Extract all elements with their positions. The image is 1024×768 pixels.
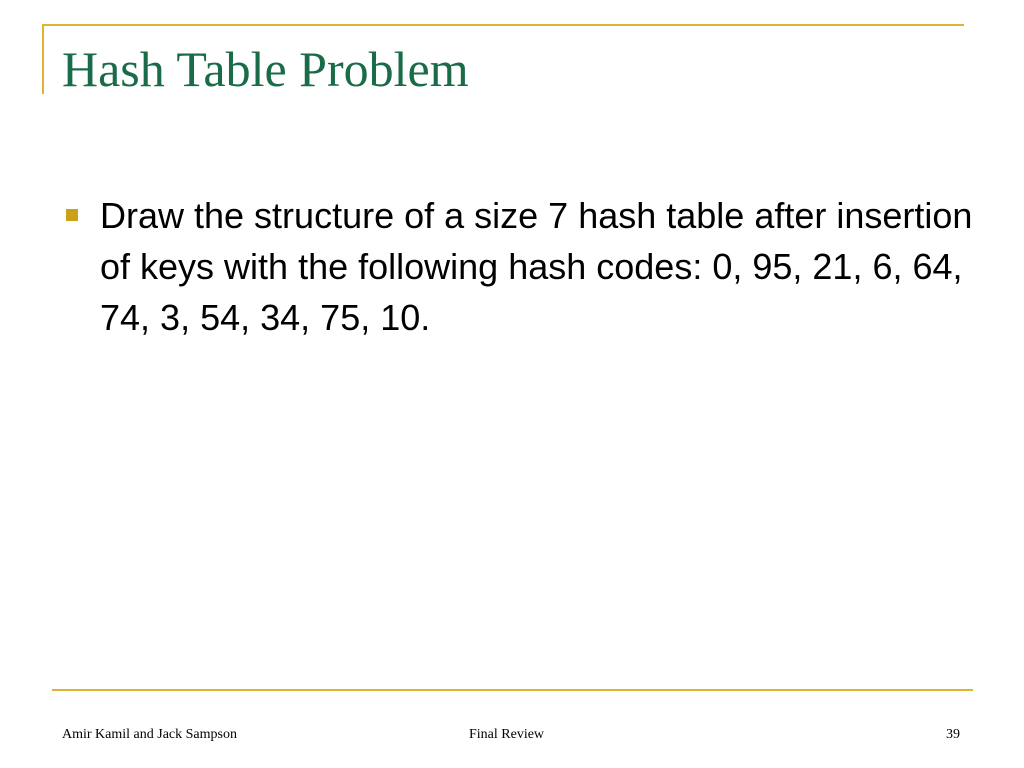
bullet-list <box>64 190 984 343</box>
footer-page-number: 39 <box>946 727 960 742</box>
footer-authors: Amir Kamil and Jack Sampson <box>62 727 237 742</box>
top-border-line <box>42 24 964 26</box>
slide-title: Hash Table Problem <box>62 41 469 97</box>
footer-divider <box>52 689 973 691</box>
square-bullet-icon <box>66 209 78 221</box>
footer-course-section: Final Review <box>469 727 545 742</box>
bullet-text: Draw the structure of a size 7 hash table after insertion of keys with the following hash codes: 0, 95, 21, 6, 64, 74, 3, 54, 34, 75, 10. <box>100 195 973 338</box>
bullet-item <box>64 190 984 343</box>
left-border-line <box>42 24 44 94</box>
